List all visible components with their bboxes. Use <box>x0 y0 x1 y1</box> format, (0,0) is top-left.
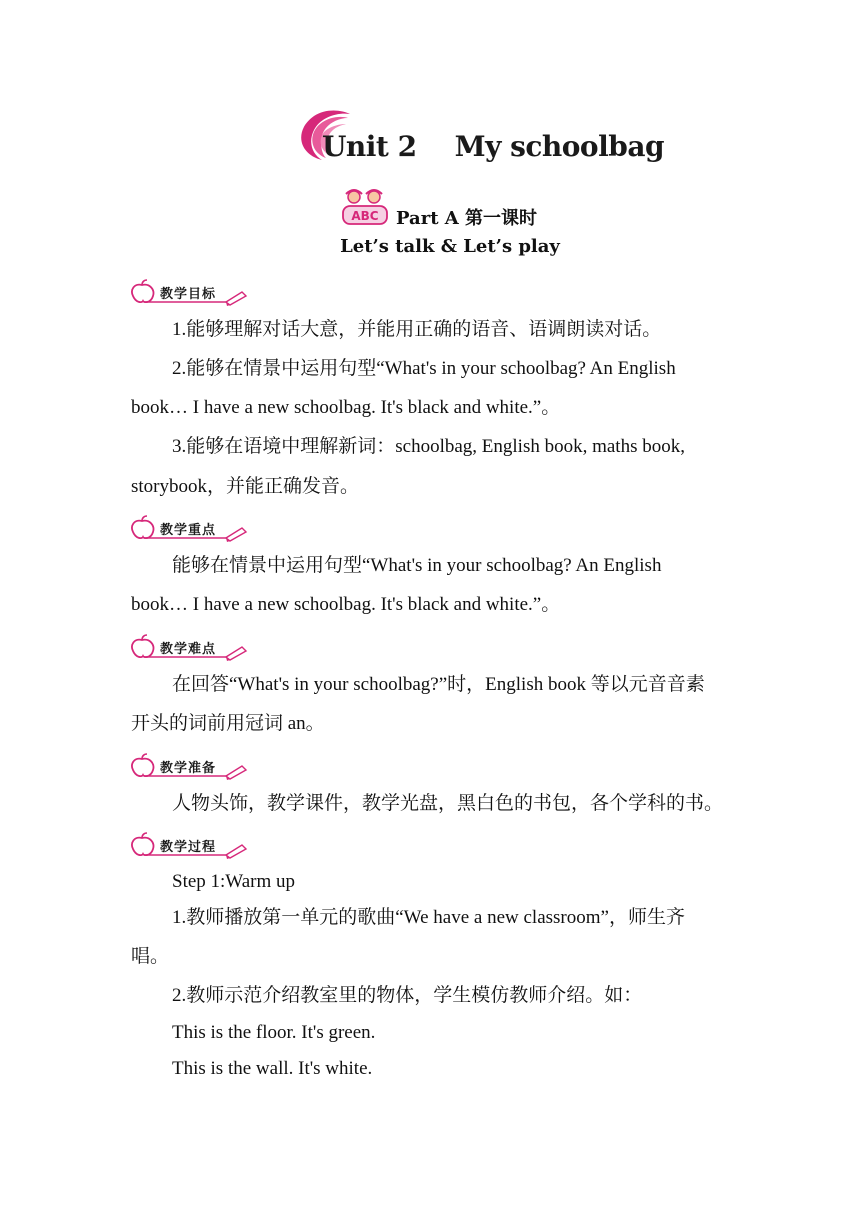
section-title: 教学目标 <box>160 287 217 302</box>
text-line: 3.能够在语境中理解新词：schoolbag, English book, maths book, <box>172 436 685 457</box>
text-line: This is the wall. It's white. <box>172 1058 373 1079</box>
section-title: 教学过程 <box>160 840 217 855</box>
section-heading-objectives <box>130 278 250 306</box>
unit-title <box>0 108 860 168</box>
section-title: 教学重点 <box>160 523 217 538</box>
lesson-subtitle: Let’s talk & Let’s play <box>340 236 560 257</box>
unit-label: Unit 2 <box>322 130 417 163</box>
section-title: 教学准备 <box>160 761 217 776</box>
text-line: 唱。 <box>131 946 170 967</box>
abc-children-icon <box>340 188 392 228</box>
text-line: 2.教师示范介绍教室里的物体，学生模仿教师介绍。如： <box>172 985 643 1006</box>
text-line: 开头的词前用冠词 an。 <box>131 713 325 734</box>
section-heading-difficulties <box>130 633 250 661</box>
text-line: storybook，并能正确发音。 <box>131 476 360 497</box>
title-text <box>322 130 664 163</box>
text-line: 2.能够在情景中运用句型“What's in your schoolbag? An English <box>172 358 676 379</box>
section-title: 教学难点 <box>160 642 217 657</box>
text-line: 人物头饰，教学课件，教学光盘，黑白色的书包，各个学科的书。 <box>172 793 724 814</box>
text-line: book… I have a new schoolbag. It's black and white.”。 <box>131 594 561 615</box>
text-line: book… I have a new schoolbag. It's black and white.”。 <box>131 397 561 418</box>
part-label: Part A 第一课时 <box>396 208 538 229</box>
text-line: 能够在情景中运用句型“What's in your schoolbag? An English <box>172 555 662 576</box>
text-line: 在回答“What's in your schoolbag?”时，English book 等以元音音素 <box>172 674 705 695</box>
topic-label: My schoolbag <box>454 130 665 163</box>
badge-text: ABC <box>351 209 379 223</box>
text-line: 1.能够理解对话大意，并能用正确的语音、语调朗读对话。 <box>172 319 662 340</box>
section-heading-key-points <box>130 514 250 542</box>
section-heading-preparation <box>130 752 250 780</box>
section-heading-process <box>130 831 250 859</box>
text-line: This is the floor. It's green. <box>172 1022 376 1043</box>
text-line: Step 1:Warm up <box>172 871 296 892</box>
text-line: 1.教师播放第一单元的歌曲“We have a new classroom”，师生齐 <box>172 907 685 928</box>
